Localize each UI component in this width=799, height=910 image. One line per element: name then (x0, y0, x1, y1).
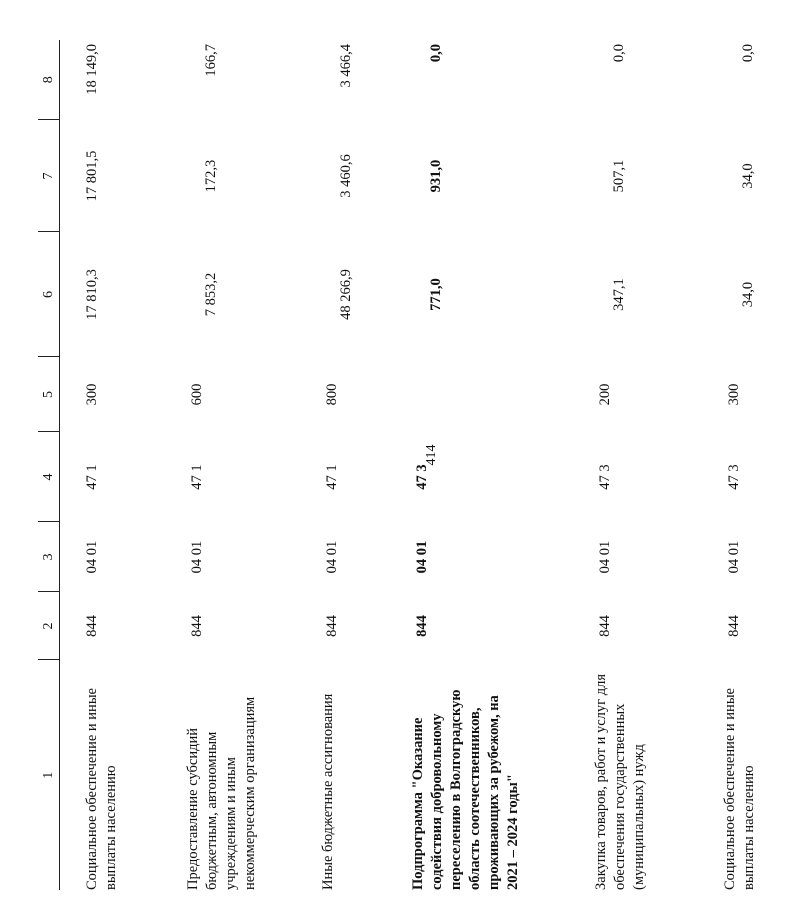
cell-col3: 04 01 (324, 540, 340, 574)
column-header-6: 6 (38, 232, 60, 357)
column-header-5: 5 (38, 357, 60, 432)
cell-col6: 34,0 (740, 281, 756, 308)
cell-col4: 47 3 (726, 464, 742, 490)
cell-col7: 3 460,6 (338, 154, 354, 198)
cell-col8: 0,0 (611, 44, 627, 63)
row-name: Иные бюджетные ассигнования (320, 693, 336, 890)
row-name: Социальное обеспечение и иные выплаты населению (84, 688, 119, 890)
cell-col5: 800 (324, 383, 340, 406)
cell-col5: 300 (726, 383, 742, 406)
column-header-2: 2 (38, 592, 60, 660)
cell-col3: 04 01 (414, 540, 430, 574)
cell-col5: 200 (597, 383, 613, 406)
cell-col4: 47 1 (189, 464, 205, 490)
row-name: Предоставление субсидий бюджетным, автономным учреждениям и иным некоммерческим организациям (185, 696, 258, 890)
column-header-1: 1 (38, 660, 60, 890)
table-row (184, 40, 319, 890)
page-number: 414 (424, 444, 439, 466)
cell-col2: 844 (726, 615, 742, 637)
budget-table (38, 40, 799, 890)
row-name: Подпрограмма "Оказание содействия добровольному переселению в Волгоградскую область соотечественников, проживающих за рубежом, на 2021 – 2024 годы" (410, 689, 521, 890)
cell-col2: 844 (84, 615, 100, 637)
cell-col8: 18 149,0 (84, 44, 100, 95)
cell-col6: 771,0 (428, 278, 444, 311)
cell-col8: 0,0 (428, 44, 444, 63)
cell-col4: 47 3 (414, 464, 430, 490)
cell-col8: 166,7 (203, 44, 219, 77)
table-row-subprogram (409, 40, 592, 890)
table-row (592, 40, 721, 890)
cell-col4: 47 3 (597, 464, 613, 490)
cell-col7: 931,0 (428, 159, 444, 193)
column-header-4: 4 (38, 432, 60, 522)
cell-col7: 17 801,5 (84, 150, 100, 202)
cell-col3: 04 01 (597, 540, 613, 574)
cell-col7: 34,0 (740, 163, 756, 189)
cell-col7: 507,1 (611, 159, 627, 193)
rotated-page (38, 20, 757, 890)
cell-col2: 844 (189, 615, 205, 637)
table-row (60, 40, 185, 890)
cell-col8: 3 466,4 (338, 44, 354, 88)
cell-col6: 17 810,3 (84, 269, 100, 320)
cell-col5 (409, 357, 592, 432)
cell-col7: 172,3 (203, 159, 219, 193)
cell-col3: 04 01 (84, 540, 100, 574)
table-row (721, 40, 799, 890)
cell-col2: 844 (414, 615, 430, 637)
column-header-3: 3 (38, 522, 60, 592)
cell-col2: 844 (324, 615, 340, 637)
cell-col3: 04 01 (726, 540, 742, 574)
cell-col5: 600 (189, 383, 205, 406)
table-row (319, 40, 409, 890)
cell-col3: 04 01 (189, 540, 205, 574)
cell-col5: 300 (84, 383, 100, 406)
row-name: Закупка товаров, работ и услуг для обеспечения государственных (муниципальных) нужд (593, 673, 647, 890)
table-header-row (38, 40, 60, 890)
column-header-8: 8 (38, 40, 60, 120)
column-header-7: 7 (38, 120, 60, 232)
cell-col2: 844 (597, 615, 613, 637)
cell-col6: 347,1 (611, 278, 627, 311)
cell-col6: 48 266,9 (338, 269, 354, 320)
cell-col4: 47 1 (84, 464, 100, 490)
cell-col4: 47 1 (324, 464, 340, 490)
cell-col8: 0,0 (740, 44, 756, 63)
cell-col6: 7 853,2 (203, 272, 219, 317)
row-name: Социальное обеспечение и иные выплаты населению (722, 688, 757, 890)
